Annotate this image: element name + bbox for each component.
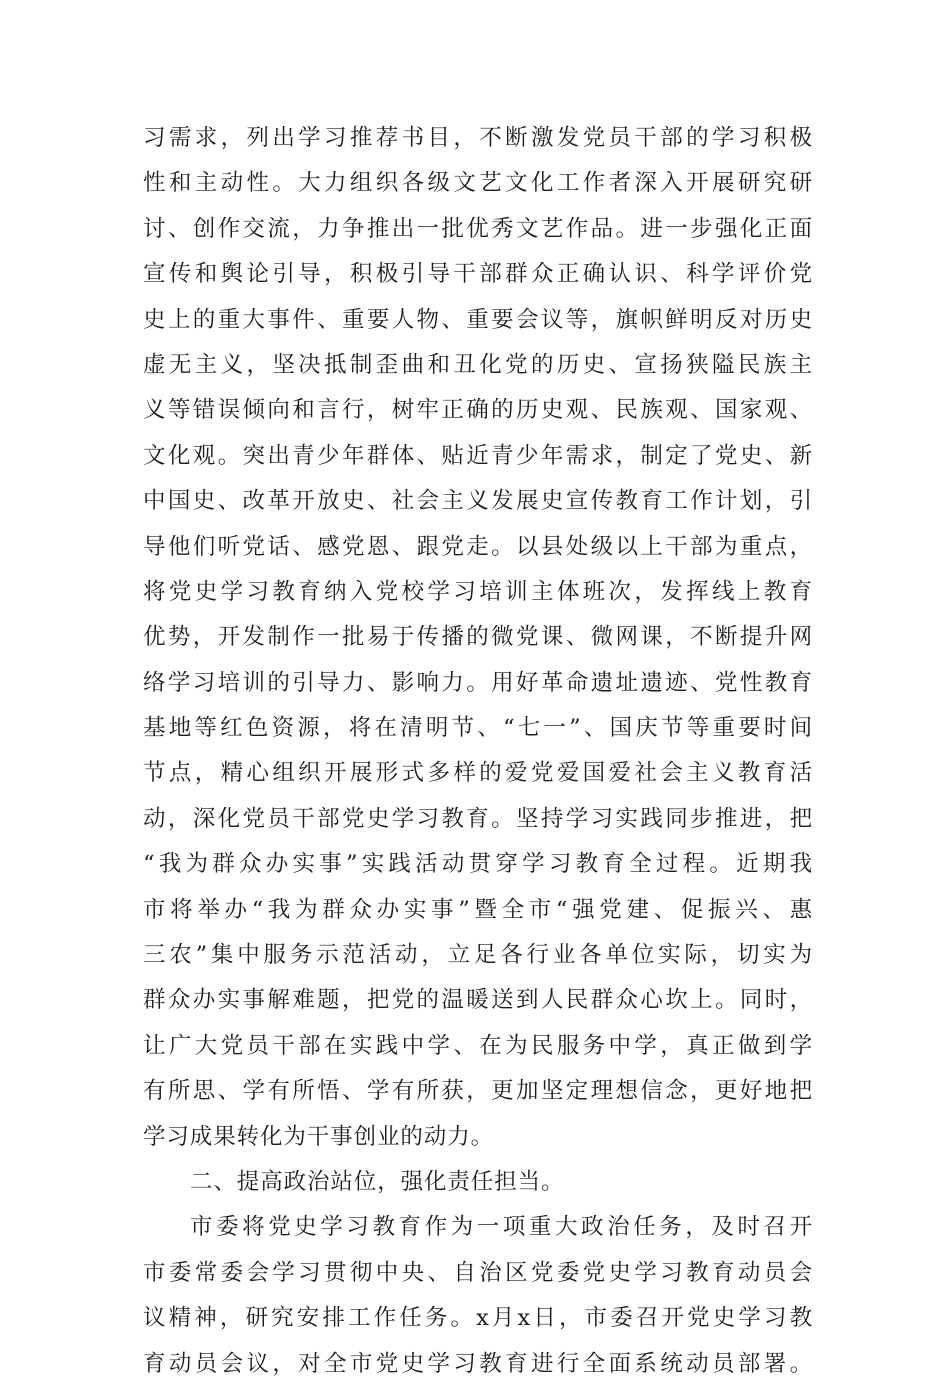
text-line: 市将举办“我为群众办实事”暨全市“强党建、促振兴、惠 [143,896,813,923]
text-line: 群众办实事解难题，把党的温暖送到人民群众心坎上。同时， [143,987,813,1014]
text-line: 导他们听党话、感党恩、跟党走。以县处级以上干部为重点， [143,533,813,560]
text-line: 性和主动性。大力组织各级文艺文化工作者深入开展研究研 [143,170,813,197]
body-paragraph [143,1205,813,1387]
text-line: 市委常委会学习贯彻中央、自治区党委党史学习教育动员会 [143,1259,813,1286]
text-line: “我为群众办实事”实践活动贯穿学习教育全过程。近期我 [143,851,813,878]
text-line: 让广大党员干部在实践中学、在为民服务中学，真正做到学 [143,1032,813,1059]
text-line: 有所思、学有所悟、学有所获，更加坚定理想信念，更好地把 [143,1078,813,1105]
text-line: 络学习培训的引导力、影响力。用好革命遗址遗迹、党性教育 [143,669,813,696]
text-line: 宣传和舆论引导，积极引导干部群众正确认识、科学评价党 [143,261,813,288]
text-line: 习需求，列出学习推荐书目，不断激发党员干部的学习积极 [143,125,813,151]
text-line: 史上的重大事件、重要人物、重要会议等，旗帜鲜明反对历史 [143,306,813,333]
document-page [143,116,813,1387]
text-line: 文化观。突出青少年群体、贴近青少年需求，制定了党史、新 [143,442,813,469]
text-line: 基地等红色资源，将在清明节、“七一”、国庆节等重要时间 [143,715,813,742]
text-line: 虚无主义，坚决抵制歪曲和丑化党的历史、宣扬狭隘民族主 [143,351,813,378]
text-line: 三农”集中服务示范活动，立足各行业各单位实际，切实为 [143,942,813,969]
text-line: 将党史学习教育纳入党校学习培训主体班次，发挥线上教育 [143,578,813,605]
section-heading [143,1160,813,1205]
text-line: 动，深化党员干部党史学习教育。坚持学习实践同步推进，把 [143,805,813,832]
text-line: 市委将党史学习教育作为一项重大政治任务，及时召开 [190,1214,813,1241]
text-line: 义等错误倾向和言行，树牢正确的历史观、民族观、国家观、 [143,397,813,424]
text-line: 议精神，研究安排工作任务。x月x日，市委召开党史学习教 [143,1305,813,1332]
text-line: 学习成果转化为干事创业的动力。 [143,1123,495,1150]
body-paragraph [143,116,813,1160]
heading-line: 二、提高政治站位，强化责任担当。 [190,1168,565,1195]
text-line: 优势，开发制作一批易于传播的微党课、微网课，不断提升网 [143,624,813,651]
text-line: 节点，精心组织开展形式多样的爱党爱国爱社会主义教育活 [143,760,813,787]
text-line: 中国史、改革开放史、社会主义发展史宣传教育工作计划，引 [143,488,813,515]
text-line: 育动员会议，对全市党史学习教育进行全面系统动员部署。 [143,1350,813,1377]
text-line: 讨、创作交流，力争推出一批优秀文艺作品。进一步强化正面 [143,215,813,242]
